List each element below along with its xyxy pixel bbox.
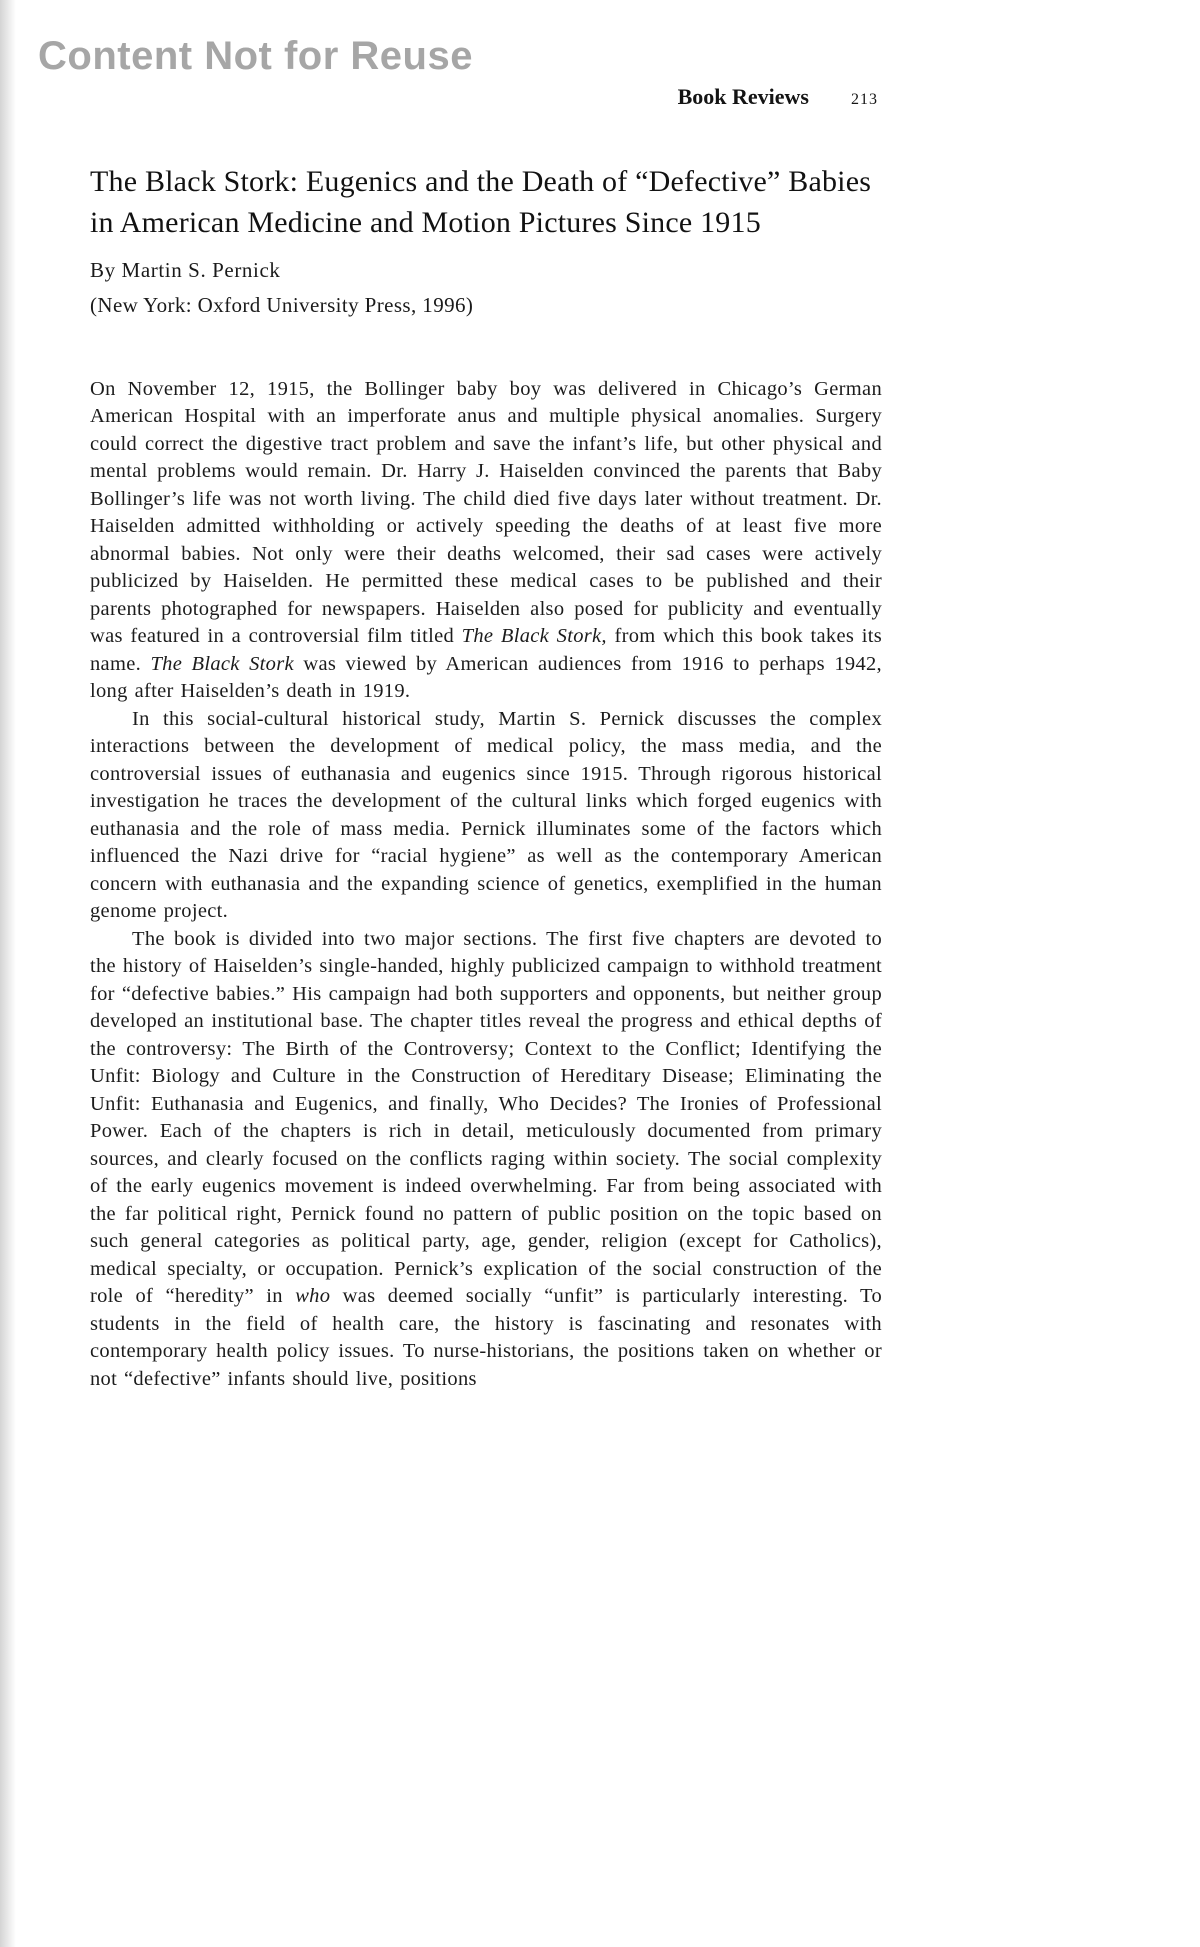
section-label: Book Reviews — [677, 84, 809, 109]
content-column — [90, 84, 882, 1393]
body-paragraph — [90, 926, 882, 1394]
italic-text-run: The Black Stork, — [461, 625, 607, 648]
italic-text-run: The Black Stork — [150, 652, 294, 675]
body-text — [90, 376, 882, 1394]
text-run: was deemed socially “unfit” is particularly interesting. To students in the field of health care, the history is fascinating and resonates with contemporary health policy issues. To nurse-historians, the positions taken on whether or not “defective” infants should live, positions — [90, 1285, 882, 1390]
italic-text-run: who — [295, 1285, 331, 1308]
text-run: In this social-cultural historical study, Martin S. Pernick discusses the complex interactions between the development of medical policy, the mass media, and the controversial issues of euthanasia and eugenics since 1915. Through rigorous historical investigation he traces the development of the cultural links which forged eugenics with euthanasia and the role of mass media. Pernick illuminates some of the factors which influenced the Nazi drive for “racial hygiene” as well as the contemporary American concern with euthanasia and the expanding science of genetics, exemplified in the human genome project. — [90, 707, 882, 923]
text-run: was viewed by American audiences from 1916 to perhaps 1942, long after Haiselden’s death in 1919. — [90, 652, 882, 703]
content-not-for-reuse-watermark: Content Not for Reuse — [38, 34, 473, 78]
book-title: The Black Stork: Eugenics and the Death of “Defective” Babies in American Medicine and Motion Pictures Since 1915 — [90, 165, 872, 239]
text-run: On November 12, 1915, the Bollinger baby boy was delivered in Chicago’s German American Hospital with an imperforate anus and multiple physical anomalies. Surgery could correct the digestive tract problem and save the infant’s life, but other physical and mental problems would remain. Dr. Harry J. Haiselden convinced the parents that Baby Bollinger’s life was not worth living. The child died five days later without treatment. Dr. Haiselden admitted withholding or actively speeding the deaths of at least five more abnormal babies. Not only were their deaths welcomed, their sad cases were actively publicized by Haiselden. He permitted these medical cases to be published and their parents photographed for newspapers. Haiselden also posed for publicity and eventually was featured in a controversial film titled — [90, 377, 882, 648]
scan-edge-shadow — [0, 0, 16, 1947]
body-paragraph — [90, 376, 882, 706]
book-imprint: (New York: Oxford University Press, 1996) — [90, 292, 474, 317]
text-run: The book is divided into two major sections. The first five chapters are devoted to the history of Haiselden’s single-handed, highly publicized campaign to withhold treatment for “defective babies.” His campaign had both supporters and opponents, but neither group developed an institutional base. The chapter titles reveal the progress and ethical depths of the controversy: The Birth of the Controversy; Context to the Conflict; Identifying the Unfit: Biology and Culture in the Construction of Hereditary Disease; Eliminating the Unfit: Euthanasia and Eugenics, and finally, Who Decides? The Ironies of Professional Power. Each of the chapters is rich in detail, meticulously documented from primary sources, and clearly focused on the conflicts raging within society. The social complexity of the early eugenics movement is indeed overwhelming. Far from being associated with the far political right, Pernick found no pattern of public position on the topic based on such general categories as political party, age, gender, religion (except for Catholics), medical specialty, or occupation. Pernick’s explication of the social construction of the role of “heredity” in — [90, 927, 882, 1308]
book-author-byline: By Martin S. Pernick — [90, 257, 281, 282]
page-number: 213 — [851, 91, 878, 108]
page-header — [90, 84, 882, 110]
text-run: from which this book takes its name. — [90, 625, 882, 675]
body-paragraph — [90, 706, 882, 926]
